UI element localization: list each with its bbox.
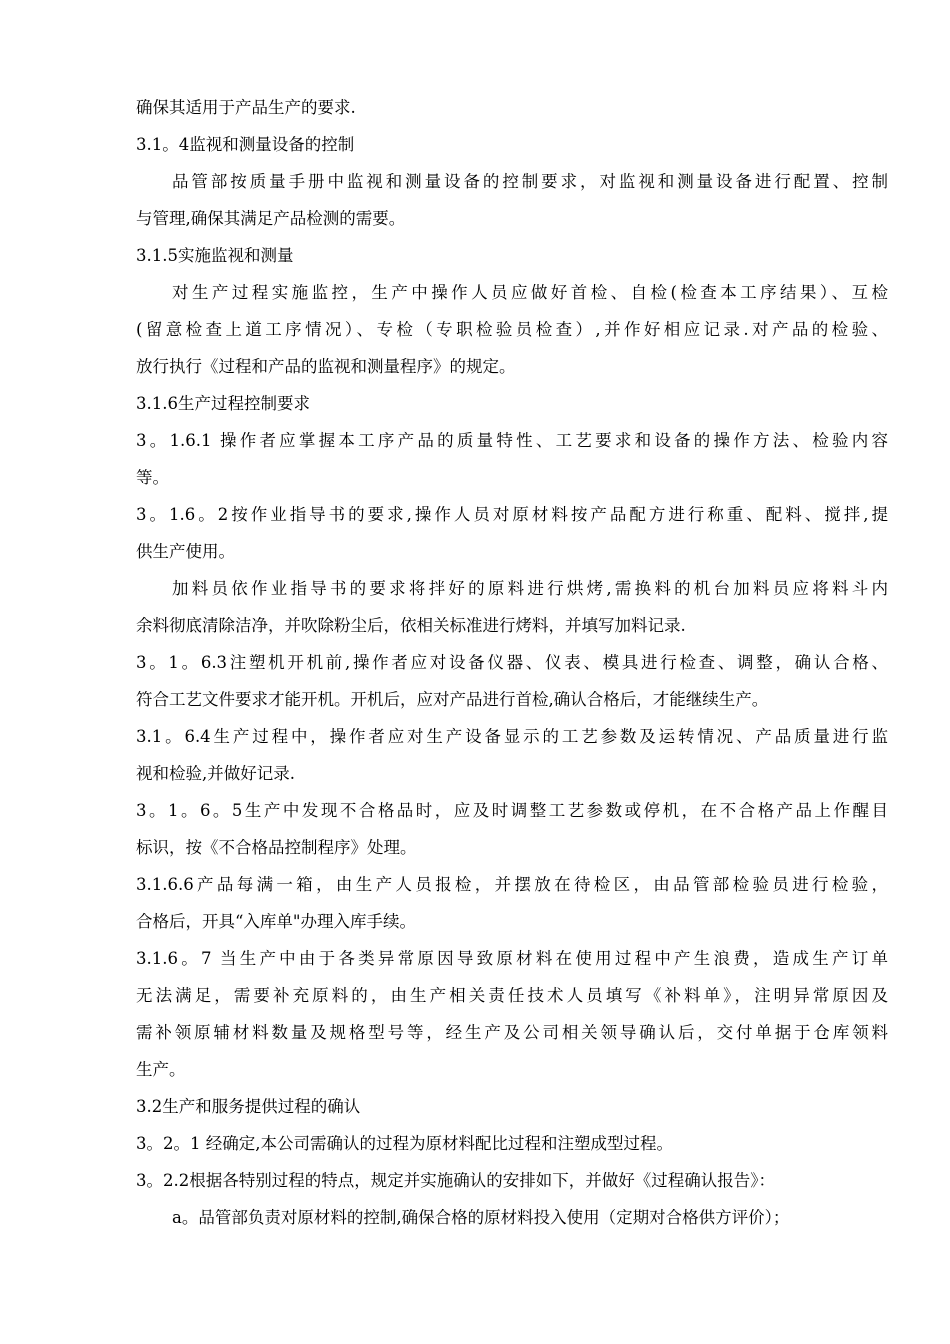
text-line: 品管部按质量手册中监视和测量设备的控制要求，对监视和测量设备进行配置、控制 — [172, 172, 888, 191]
section-heading: 3.2生产和服务提供过程的确认 — [136, 1097, 361, 1116]
text-line: 3。1。6.3注塑机开机前,操作者应对设备仪器、仪表、模具进行检查、调整，确认合格、 — [136, 653, 888, 672]
text-line: 放行执行《过程和产品的监视和测量程序》的规定。 — [136, 357, 516, 376]
text-line: 生产。 — [136, 1060, 186, 1079]
text-line: 余料彻底清除洁净，并吹除粉尘后，依相关标准进行烤料，并填写加料记录. — [136, 616, 686, 635]
text-line: 无法满足，需要补充原料的，由生产相关责任技术人员填写《补料单》，注明异常原因及 — [136, 986, 888, 1005]
text-line: 确保其适用于产品生产的要求. — [136, 98, 356, 117]
text-line: 视和检验,并做好记录. — [136, 764, 295, 783]
text-line: 3.1.6。7 当生产中由于各类异常原因导致原材料在使用过程中产生浪费，造成生产订单 — [136, 949, 888, 968]
text-line: 供生产使用。 — [136, 542, 235, 561]
text-line: 3。2.2根据各特别过程的特点，规定并实施确认的安排如下，并做好《过程确认报告》： — [136, 1171, 775, 1190]
section-heading: 3.1。4监视和测量设备的控制 — [136, 135, 355, 154]
text-line: 对生产过程实施监控，生产中操作人员应做好首检、自检(检查本工序结果）、互检 — [172, 283, 888, 302]
section-heading: 3.1.6生产过程控制要求 — [136, 394, 310, 413]
text-line: (留意检查上道工序情况）、专检（专职检验员检查）,并作好相应记录.对产品的检验、 — [136, 320, 888, 339]
document-body — [136, 94, 888, 1232]
text-line: 3.1。6.4生产过程中，操作者应对生产设备显示的工艺参数及运转情况、产品质量进行监 — [136, 727, 888, 746]
text-line: 需补领原辅材料数量及规格型号等，经生产及公司相关领导确认后，交付单据于仓库领料 — [136, 1023, 888, 1042]
section-heading: 3.1.5实施监视和测量 — [136, 246, 294, 265]
text-line: 3.1.6.6产品每满一箱，由生产人员报检，并摆放在待检区，由品管部检验员进行检验， — [136, 875, 888, 894]
text-line: 与管理,确保其满足产品检测的需要。 — [136, 209, 406, 228]
text-line: 3。1.6。2按作业指导书的要求,操作人员对原材料按产品配方进行称重、配料、搅拌,提 — [136, 505, 888, 524]
text-line: 合格后，开具“入库单"办理入库手续。 — [136, 912, 417, 931]
text-line: 3。2。1 经确定,本公司需确认的过程为原材料配比过程和注塑成型过程。 — [136, 1134, 673, 1153]
text-line: 3。1。6。5生产中发现不合格品时，应及时调整工艺参数或停机，在不合格产品上作醒目 — [136, 801, 888, 820]
text-line: 3。1.6.1 操作者应掌握本工序产品的质量特性、工艺要求和设备的操作方法、检验内容 — [136, 431, 888, 450]
text-line: 标识，按《不合格品控制程序》处理。 — [136, 838, 417, 857]
text-line: 符合工艺文件要求才能开机。开机后，应对产品进行首检,确认合格后，才能继续生产。 — [136, 690, 769, 709]
text-line: a。品管部负责对原材料的控制,确保合格的原材料投入使用（定期对合格供方评价）； — [172, 1208, 790, 1227]
text-line: 等。 — [136, 468, 169, 487]
text-line: 加料员依作业指导书的要求将拌好的原料进行烘烤,需换料的机台加料员应将料斗内 — [172, 579, 888, 598]
